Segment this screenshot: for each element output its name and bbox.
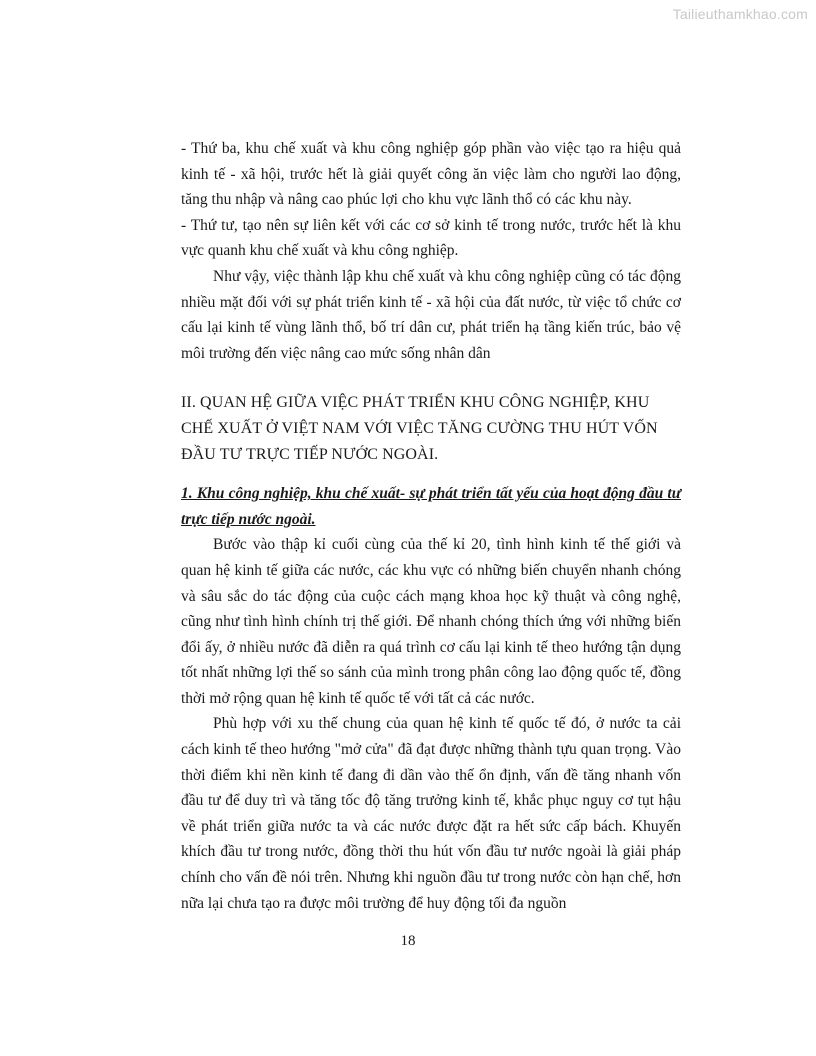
paragraph-body-2: Phù hợp với xu thế chung của quan hệ kinh tế quốc tế đó, ở nước ta cải cách kinh tế theo hướng "mở cửa" đã đạt được những thành tựu quan trọng. Vào thời điểm khi nền kinh tế đang đi dần vào thế ổn định, vấn đề tăng nhanh vốn đầu tư để duy trì và tăng tốc độ tăng trưởng kinh tế, khắc phục nguy cơ tụt hậu về phát triển giữa nước ta và các nước được đặt ra hết sức cấp bách. Khuyến khích đầu tư trong nước, đồng thời thu hút vốn đầu tư nước ngoài là giải pháp chính cho vấn đề nói trên. Nhưng khi nguồn đầu tư trong nước còn hạn chế, hơn nữa lại chưa tạo ra được môi trường để huy động tối đa nguồn [181, 715, 681, 912]
paragraph-point-four: - Thứ tư, tạo nên sự liên kết với các cơ sở kinh tế trong nước, trước hết là khu vực quanh khu chế xuất và khu công nghiệp. [181, 216, 681, 260]
page-number: 18 [400, 933, 416, 949]
subsection-heading: 1. Khu công nghiệp, khu chế xuất- sự phát triển tất yếu của hoạt động đầu tư trực tiếp nước ngoài. [181, 485, 681, 528]
section-heading: II. QUAN HỆ GIỮA VIỆC PHÁT TRIỂN KHU CÔNG NGHIỆP, KHU CHẾ XUẤT Ở VIỆT NAM VỚI VIỆC TĂNG CƯỜNG THU HÚT VỐN ĐẦU TƯ TRỰC TIẾP NƯỚC NGOÀI. [181, 394, 658, 463]
page-content [181, 136, 681, 916]
paragraph-summary: Như vậy, việc thành lập khu chế xuất và khu công nghiệp cũng có tác động nhiều mặt đối với sự phát triển kinh tế - xã hội của đất nước, từ việc tổ chức cơ cấu lại kinh tế vùng lãnh thổ, bố trí dân cư, phát triển hạ tầng kiến trúc, bảo vệ môi trường đến việc nâng cao mức sống nhân dân [181, 267, 681, 362]
watermark: Tailieuthamkhao.com [672, 6, 808, 22]
paragraph-point-three: - Thứ ba, khu chế xuất và khu công nghiệp góp phần vào việc tạo ra hiệu quả kinh tế - xã hội, trước hết là giải quyết công ăn việc làm cho người lao động, tăng thu nhập và nâng cao phúc lợi cho khu vực lãnh thổ có các khu này. [181, 140, 681, 209]
paragraph-body-1: Bước vào thập kỉ cuối cùng của thế kỉ 20, tình hình kinh tế thế giới và quan hệ kinh tế giữa các nước, các khu vực có những biến chuyển nhanh chóng và sâu sắc do tác động của cuộc cách mạng khoa học kỹ thuật và công nghệ, cũng như tình hình chính trị thế giới. Để nhanh chóng thích ứng với những biến đổi ấy, ở nhiều nước đã diễn ra quá trình cơ cấu lại kinh tế theo hướng tận dụng tốt nhất những lợi thế so sánh của mình trong phân công lao động quốc tế, đồng thời mở rộng quan hệ kinh tế quốc tế với tất cả các nước. [181, 536, 681, 707]
